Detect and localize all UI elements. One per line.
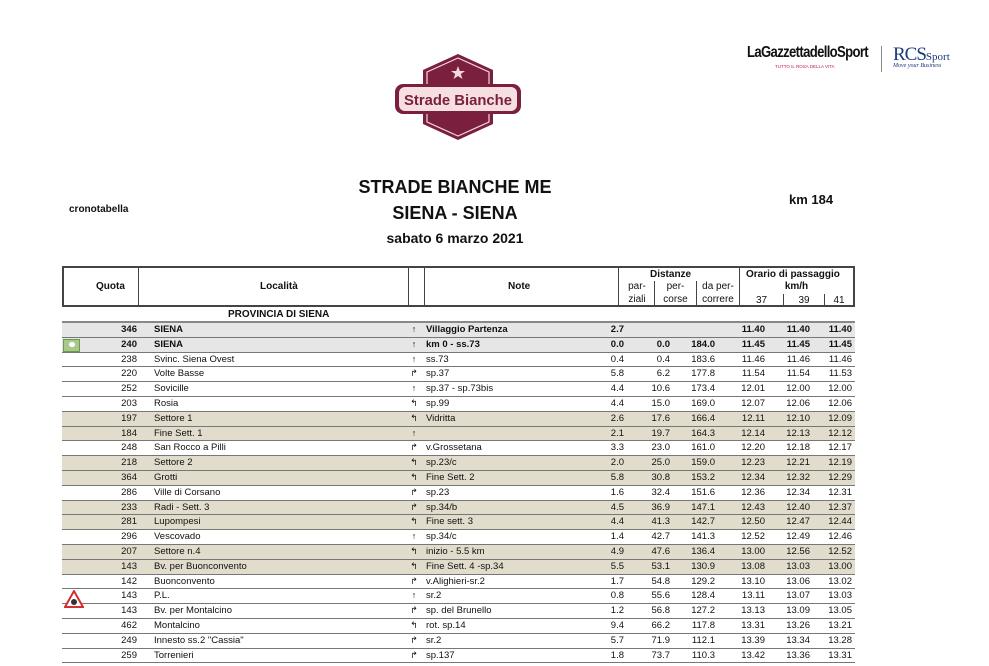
percorse: 6.2 [656, 368, 670, 380]
time-37: 12.07 [741, 397, 765, 409]
percorse: 0.4 [656, 353, 670, 365]
localita: Settore 2 [154, 457, 193, 469]
rcs-logo-text: RCS [893, 44, 926, 65]
time-41: 11.40 [828, 324, 852, 335]
race-route: SIENA - SIENA [392, 203, 518, 223]
da-percorrere: 128.4 [691, 590, 715, 602]
parziali: 1.4 [610, 531, 624, 543]
table-row [62, 589, 855, 604]
da-percorrere: 173.4 [691, 383, 715, 395]
quota: 220 [121, 368, 137, 380]
time-41: 12.06 [828, 397, 852, 409]
table-row [62, 634, 855, 649]
note: rot. sp.14 [426, 619, 466, 631]
localita: Fine Sett. 1 [154, 427, 203, 439]
da-percorrere: 161.0 [691, 442, 715, 454]
note: sp.137 [426, 649, 455, 661]
direction-arrow-icon: ↱ [410, 442, 418, 453]
parziali: 5.7 [610, 634, 624, 646]
time-41: 12.31 [828, 486, 852, 498]
direction-arrow-icon: ↰ [410, 457, 418, 468]
parziali: 2.1 [610, 427, 624, 439]
col-percorse-2: corse [663, 294, 688, 305]
time-41: 13.31 [828, 649, 852, 661]
note: Villaggio Partenza [426, 324, 508, 335]
percorse: 56.8 [651, 605, 670, 617]
time-39: 12.40 [786, 501, 810, 513]
quota: 259 [121, 649, 137, 661]
table-row [62, 486, 855, 501]
logo-divider [881, 46, 882, 72]
da-percorrere: 153.2 [691, 471, 715, 483]
note: km 0 - ss.73 [426, 338, 480, 350]
parziali: 4.4 [610, 397, 624, 409]
table-row [62, 619, 855, 634]
parziali: 2.0 [610, 457, 624, 469]
quota: 142 [121, 575, 137, 587]
time-41: 12.46 [828, 531, 852, 543]
parziali: 4.4 [610, 516, 624, 528]
localita: Buonconvento [154, 575, 215, 587]
percorse: 66.2 [651, 619, 670, 631]
table-row [62, 501, 855, 516]
percorse: 10.6 [651, 383, 670, 395]
note: sp.23/c [426, 457, 457, 469]
time-39: 12.56 [786, 545, 810, 557]
direction-arrow-icon: ↱ [410, 605, 418, 616]
quota: 252 [121, 383, 137, 395]
time-41: 13.28 [828, 634, 852, 646]
localita: SIENA [154, 324, 184, 335]
time-41: 13.00 [828, 560, 852, 572]
quota: 143 [121, 590, 137, 602]
parziali: 0.4 [610, 353, 624, 365]
percorse: 53.1 [651, 560, 670, 572]
start-flag-icon [63, 339, 80, 352]
percorse: 0.0 [656, 338, 670, 350]
col-parziali-1: par- [628, 281, 646, 292]
time-39: 12.13 [786, 427, 810, 439]
note: Vidritta [426, 412, 456, 424]
time-41: 12.37 [828, 501, 852, 513]
col-speed-41: 41 [833, 295, 845, 306]
time-37: 12.43 [741, 501, 765, 513]
strade-bianche-logo [393, 52, 523, 142]
time-39: 12.10 [786, 412, 810, 424]
time-37: 12.11 [741, 412, 765, 424]
quota: 364 [121, 471, 137, 483]
localita: Lupompesi [154, 516, 201, 528]
table-row [62, 456, 855, 471]
gazzetta-slogan: TUTTO IL ROSA DELLA VITA [775, 64, 835, 69]
quota: 203 [121, 397, 137, 409]
localita: Torrenieri [154, 649, 194, 661]
da-percorrere: 142.7 [691, 516, 715, 528]
quota: 233 [121, 501, 137, 513]
da-percorrere: 130.9 [691, 560, 715, 572]
localita: San Rocco a Pilli [154, 442, 226, 454]
time-37: 13.31 [741, 619, 765, 631]
direction-arrow-icon: ↰ [410, 516, 418, 527]
table-row [62, 382, 855, 397]
localita: Volte Basse [154, 368, 205, 380]
da-percorrere: 164.3 [691, 427, 715, 439]
time-39: 11.40 [786, 324, 810, 335]
quota: 286 [121, 486, 137, 498]
table-row [62, 515, 855, 530]
gazzetta-logo-text: LaGazzettadelloSport [747, 44, 869, 61]
table-row [62, 604, 855, 619]
quota: 238 [121, 353, 137, 365]
localita: Settore n.4 [154, 545, 201, 557]
race-logo-text: Strade Bianche [404, 92, 512, 109]
table-row [62, 338, 855, 353]
note: sr.2 [426, 590, 442, 602]
quota: 218 [121, 457, 137, 469]
parziali: 4.9 [610, 545, 624, 557]
note: inizio - 5.5 km [426, 545, 485, 557]
localita: Montalcino [154, 619, 200, 631]
time-41: 12.09 [828, 412, 852, 424]
da-percorrere: 183.6 [691, 353, 715, 365]
parziali: 5.8 [610, 368, 624, 380]
note: sp.37 - sp.73bis [426, 383, 494, 395]
direction-arrow-icon: ↱ [410, 634, 418, 645]
time-37: 12.01 [741, 383, 765, 395]
time-37: 12.36 [741, 486, 765, 498]
percorse: 25.0 [651, 457, 670, 469]
parziali: 1.6 [610, 486, 624, 498]
table-row [62, 530, 855, 545]
da-percorrere: 147.1 [691, 501, 715, 513]
localita: Svinc. Siena Ovest [154, 353, 235, 365]
time-41: 11.53 [828, 368, 852, 380]
table-row [62, 649, 855, 664]
parziali: 4.5 [610, 501, 624, 513]
localita: Radi - Sett. 3 [154, 501, 210, 513]
time-37: 12.34 [741, 471, 765, 483]
percorse: 42.7 [651, 531, 670, 543]
table-row [62, 471, 855, 486]
quota: 462 [121, 619, 137, 631]
percorse: 71.9 [651, 634, 670, 646]
time-41: 12.19 [828, 457, 852, 469]
localita: Settore 1 [154, 412, 193, 424]
time-37: 13.39 [741, 634, 765, 646]
quota: 197 [121, 412, 137, 424]
table-row [62, 427, 855, 442]
time-39: 13.03 [786, 560, 810, 572]
time-39: 12.34 [786, 486, 810, 498]
direction-arrow-icon: ↰ [410, 397, 418, 408]
race-distance: km 184 [789, 192, 834, 207]
direction-arrow-icon: ↰ [410, 619, 418, 630]
time-39: 13.34 [786, 634, 810, 646]
table-row [62, 323, 855, 338]
col-dapercorrere-1: da per- [702, 281, 734, 292]
note: v.Alighieri-sr.2 [426, 575, 485, 587]
note: sp.34/c [426, 531, 457, 543]
parziali: 5.5 [610, 560, 624, 572]
direction-arrow-icon: ↑ [411, 353, 417, 364]
note: sp.99 [426, 397, 450, 409]
time-41: 11.46 [828, 353, 852, 365]
table-header [62, 266, 855, 307]
direction-arrow-icon: ↑ [411, 531, 417, 542]
table-row [62, 367, 855, 382]
percorse: 41.3 [651, 516, 670, 528]
percorse: 15.0 [651, 397, 670, 409]
time-39: 13.36 [786, 649, 810, 661]
time-37: 13.42 [741, 649, 765, 661]
time-37: 11.54 [741, 368, 765, 380]
time-37: 12.14 [741, 427, 765, 439]
localita: Vescovado [154, 531, 201, 543]
note: Fine Sett. 2 [426, 471, 475, 483]
percorse: 30.8 [651, 471, 670, 483]
parziali: 3.3 [610, 442, 624, 454]
col-parziali-2: ziali [628, 294, 646, 305]
da-percorrere: 127.2 [691, 605, 715, 617]
time-39: 12.49 [786, 531, 810, 543]
localita: Sovicille [154, 383, 189, 395]
percorse: 32.4 [651, 486, 670, 498]
table-row [62, 397, 855, 412]
section-heading: PROVINCIA DI SIENA [228, 309, 330, 320]
quota: 296 [121, 531, 137, 543]
time-39: 12.32 [786, 471, 810, 483]
quota: 281 [121, 516, 137, 528]
percorse: 17.6 [651, 412, 670, 424]
col-speed-39: 39 [798, 295, 810, 306]
percorse: 36.9 [651, 501, 670, 513]
gazzetta-logo [747, 44, 877, 78]
time-37: 13.10 [741, 575, 765, 587]
col-kmh: km/h [784, 281, 809, 292]
table-row [62, 575, 855, 590]
quota: 249 [121, 634, 137, 646]
direction-arrow-icon: ↑ [411, 338, 417, 349]
localita: Ville di Corsano [154, 486, 221, 498]
time-41: 11.45 [828, 338, 852, 350]
da-percorrere: 169.0 [691, 397, 715, 409]
note: sp. del Brunello [426, 605, 492, 617]
time-39: 12.06 [786, 397, 810, 409]
document-label: cronotabella [69, 204, 129, 215]
da-percorrere: 136.4 [691, 545, 715, 557]
time-41: 12.29 [828, 471, 852, 483]
da-percorrere: 184.0 [691, 338, 715, 350]
direction-arrow-icon: ↱ [410, 368, 418, 379]
time-37: 12.23 [741, 457, 765, 469]
col-quota: Quota [96, 281, 125, 292]
da-percorrere: 129.2 [691, 575, 715, 587]
time-37: 13.13 [741, 605, 765, 617]
localita: P.L. [154, 590, 170, 602]
quota: 207 [121, 545, 137, 557]
note: ss.73 [426, 353, 449, 365]
direction-arrow-icon: ↱ [410, 649, 418, 660]
quota: 240 [121, 338, 137, 350]
direction-arrow-icon: ↰ [410, 471, 418, 482]
rcs-sport-logo [893, 44, 963, 76]
rcs-slogan: Move your Business [893, 63, 942, 69]
col-percorse-1: per- [666, 281, 685, 292]
table-row [62, 545, 855, 560]
time-37: 12.50 [741, 516, 765, 528]
direction-arrow-icon: ↱ [410, 486, 418, 497]
localita: Bv. per Montalcino [154, 605, 232, 617]
table-row [62, 560, 855, 575]
localita: Innesto ss.2 "Cassia" [154, 634, 244, 646]
parziali: 0.0 [610, 338, 624, 350]
time-37: 13.08 [741, 560, 765, 572]
localita: Rosia [154, 397, 179, 409]
time-37: 11.45 [741, 338, 765, 350]
time-39: 13.26 [786, 619, 810, 631]
parziali: 0.8 [610, 590, 624, 602]
da-percorrere: 151.6 [691, 486, 715, 498]
col-dapercorrere-2: correre [702, 294, 734, 305]
time-41: 12.52 [828, 545, 852, 557]
da-percorrere: 159.0 [691, 457, 715, 469]
da-percorrere: 141.3 [691, 531, 715, 543]
parziali: 2.7 [610, 324, 624, 335]
direction-arrow-icon: ↰ [410, 412, 418, 423]
da-percorrere: 166.4 [691, 412, 715, 424]
percorse: 19.7 [651, 427, 670, 439]
col-note: Note [508, 281, 531, 292]
percorse: 54.8 [651, 575, 670, 587]
parziali: 1.7 [610, 575, 624, 587]
note: Fine Sett. 4 -sp.34 [426, 560, 504, 572]
time-37: 11.40 [741, 324, 765, 335]
col-distanze: Distanze [650, 269, 692, 280]
time-39: 11.54 [786, 368, 810, 380]
da-percorrere: 117.8 [691, 619, 715, 631]
col-orario: Orario di passaggio [746, 269, 840, 280]
note: v.Grossetana [426, 442, 482, 454]
quota: 143 [121, 560, 137, 572]
time-39: 11.45 [786, 338, 810, 350]
quota: 248 [121, 442, 137, 454]
time-41: 13.05 [828, 605, 852, 617]
localita: Grotti [154, 471, 178, 483]
time-37: 12.52 [741, 531, 765, 543]
time-41: 12.12 [828, 427, 852, 439]
direction-arrow-icon: ↱ [410, 575, 418, 586]
time-41: 12.44 [828, 516, 852, 528]
level-crossing-warning-icon [64, 590, 84, 608]
parziali: 4.4 [610, 383, 624, 395]
time-39: 12.47 [786, 516, 810, 528]
da-percorrere: 112.1 [691, 634, 715, 646]
quota: 184 [121, 427, 137, 439]
time-37: 12.20 [741, 442, 765, 454]
note: sp.34/b [426, 501, 458, 513]
direction-arrow-icon: ↑ [411, 324, 417, 334]
direction-arrow-icon: ↰ [410, 560, 418, 571]
col-speed-37: 37 [755, 295, 768, 306]
percorse: 47.6 [651, 545, 670, 557]
time-39: 13.09 [786, 605, 810, 617]
note: sr.2 [426, 634, 442, 646]
parziali: 2.6 [610, 412, 624, 424]
time-41: 13.21 [828, 619, 852, 631]
time-37: 13.11 [741, 590, 765, 602]
col-localita: Località [260, 281, 298, 292]
da-percorrere: 177.8 [691, 368, 715, 380]
time-39: 13.06 [786, 575, 810, 587]
parziali: 1.2 [610, 605, 624, 617]
note: sp.23 [426, 486, 450, 498]
table-row [62, 441, 855, 456]
quota: 143 [121, 605, 137, 617]
time-39: 12.21 [786, 457, 810, 469]
time-39: 12.18 [786, 442, 810, 454]
table-row [62, 353, 855, 368]
parziali: 9.4 [610, 619, 624, 631]
percorse: 23.0 [651, 442, 670, 454]
localita: SIENA [154, 338, 184, 350]
time-39: 11.46 [786, 353, 810, 365]
direction-arrow-icon: ↱ [410, 501, 418, 512]
rcs-sport-text: Sport [925, 51, 950, 63]
da-percorrere: 110.3 [691, 649, 715, 661]
note: sp.37 [426, 368, 450, 380]
race-title: STRADE BIANCHE ME [358, 177, 552, 197]
time-41: 12.17 [828, 442, 852, 454]
localita: Bv. per Buonconvento [154, 560, 247, 572]
time-41: 12.00 [828, 383, 852, 395]
time-37: 13.00 [741, 545, 765, 557]
parziali: 5.8 [610, 471, 624, 483]
direction-arrow-icon: ↑ [411, 427, 417, 438]
parziali: 1.8 [610, 649, 624, 661]
time-37: 11.46 [741, 353, 765, 365]
time-39: 12.00 [786, 383, 810, 395]
quota: 346 [121, 324, 137, 335]
race-date: sabato 6 marzo 2021 [386, 230, 524, 246]
direction-arrow-icon: ↑ [411, 590, 417, 601]
time-39: 13.07 [786, 590, 810, 602]
time-41: 13.03 [828, 590, 852, 602]
note: Fine sett. 3 [426, 516, 473, 528]
direction-arrow-icon: ↰ [410, 545, 418, 556]
percorse: 73.7 [651, 649, 670, 661]
direction-arrow-icon: ↑ [411, 383, 417, 394]
timetable-body [62, 323, 855, 663]
percorse: 55.6 [651, 590, 670, 602]
time-41: 13.02 [828, 575, 852, 587]
table-row [62, 412, 855, 427]
